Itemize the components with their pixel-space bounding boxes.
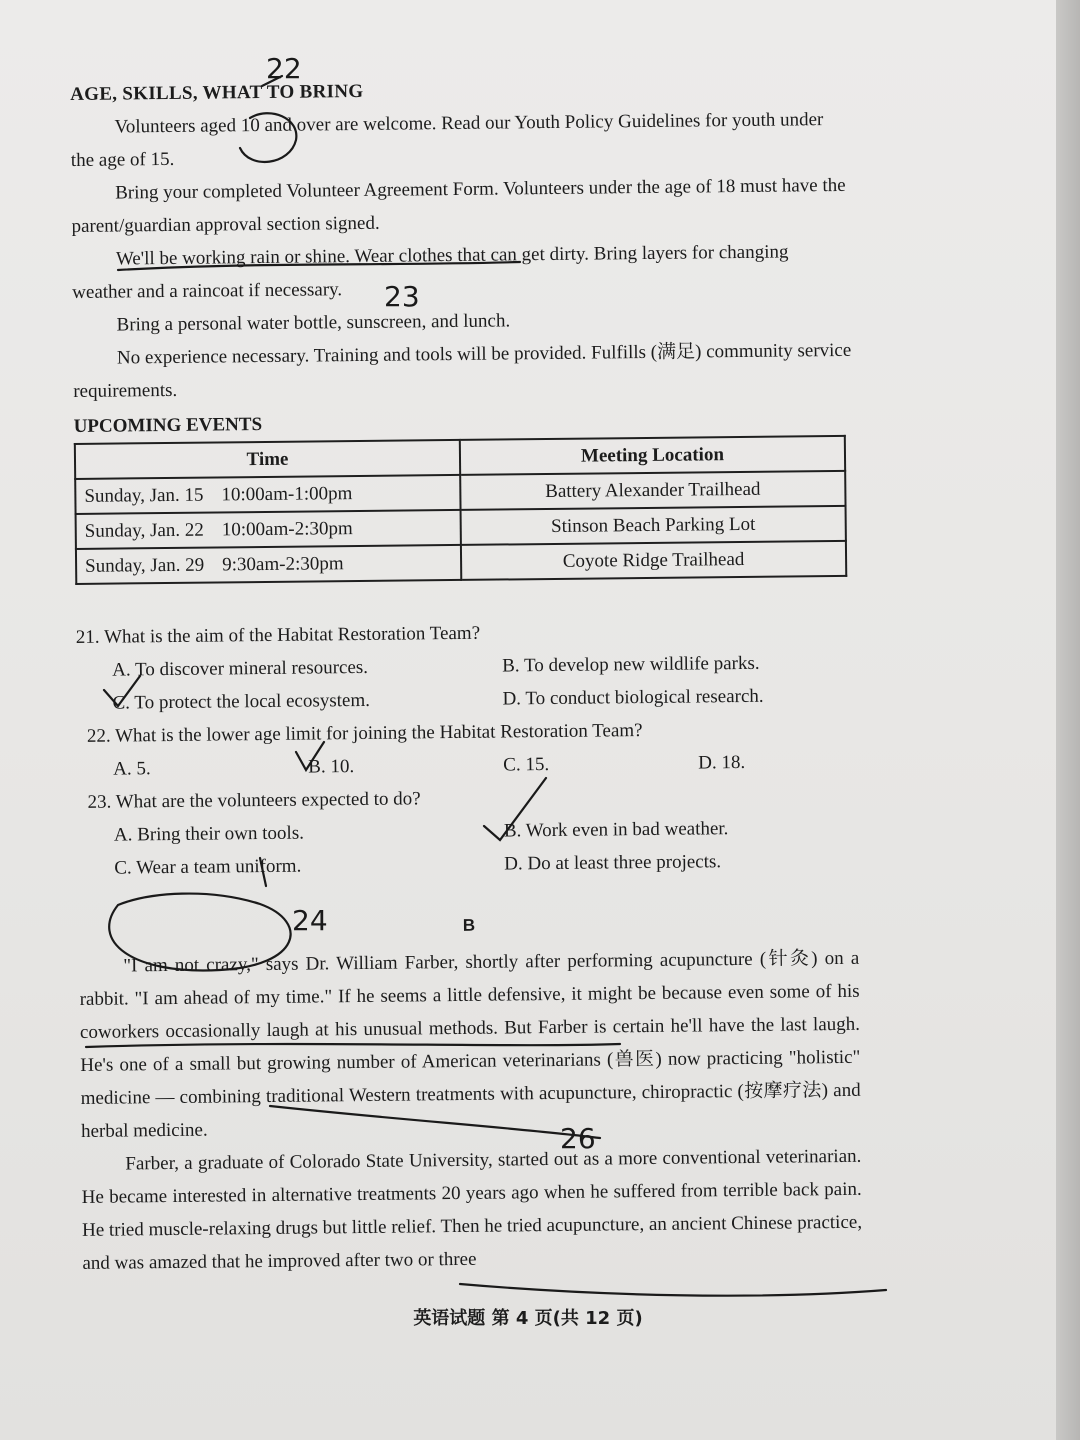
section-heading: AGE, SKILLS, WHAT TO BRING: [70, 80, 364, 105]
rules-paragraph: No experience necessary. Training and tools will be provided. Fulfills (满足) community service requirements.: [73, 339, 852, 402]
page-content: [70, 70, 863, 1280]
rules-paragraph: Bring a personal water bottle, sunscreen, and lunch.: [116, 310, 511, 336]
option-group: [76, 646, 857, 720]
event-hours: 10:00am-1:00pm: [221, 483, 353, 506]
option-d: D. 18.: [698, 751, 746, 774]
event-hours: 9:30am-2:30pm: [222, 553, 344, 576]
rules-paragraph: We'll be working rain or shine. Wear clothes that can get dirty. Bring layers for changing weather and a raincoat if necessary.: [72, 241, 789, 303]
passage-paragraph: Farber, a graduate of Colorado State University, started out as a more conventional veterinarian. He became interested in alternative treatments 20 years ago when he suffered from terrible back pain. He tried muscle-relaxing drugs but little relief. Then he tried acupuncture, an ancient Chinese practice, and was amazed that he improved after two or three: [81, 1145, 863, 1274]
event-time-cell: [76, 510, 461, 549]
column-header-location: Meeting Location: [460, 436, 845, 475]
event-time-cell: [75, 475, 460, 514]
option-d: D. To conduct biological research.: [502, 685, 764, 710]
option-b: B. To develop new wildlife parks.: [502, 652, 760, 677]
question-stem: 23. What are the volunteers expected to do?: [87, 788, 421, 813]
question-stem: 22. What is the lower age limit for joining the Habitat Restoration Team?: [86, 720, 643, 747]
option-a: A. To discover mineral resources.: [112, 656, 369, 681]
option-a: A. Bring their own tools.: [113, 822, 305, 846]
option-d: D. Do at least three projects.: [504, 851, 722, 875]
passage: [79, 942, 862, 1280]
event-day: Sunday, Jan. 15: [84, 484, 204, 507]
table-row: [76, 541, 846, 584]
option-c: C. To protect the local ecosystem.: [112, 689, 371, 714]
question-list: [76, 613, 859, 885]
event-day: Sunday, Jan. 29: [85, 554, 205, 577]
event-hours: 10:00am-2:30pm: [221, 518, 353, 541]
events-title: UPCOMING EVENTS: [73, 414, 263, 437]
events-table: [74, 435, 847, 585]
handwritten-note: 22: [266, 52, 302, 85]
handwritten-note: 26: [560, 1122, 596, 1155]
handwritten-note: 24: [292, 904, 328, 937]
passage-paragraph: "I am not crazy," says Dr. William Farber, shortly after performing acupuncture (针灸) on a rabbit. "I am ahead of my time." If he seems a little defensive, it might be because even some of his coworkers occasionally laugh at his unusual methods. But Farber is certain he'll have the last laugh. He's one of a small but growing number of American veterinarians (兽医) now practicing "holistic" medicine — combining traditional Western treatments with acupuncture, chiropractic (按摩疗法) and herbal medicine.: [79, 947, 861, 1142]
event-location: Stinson Beach Parking Lot: [461, 506, 846, 545]
question-23: [77, 778, 858, 885]
question-stem: 21. What is the aim of the Habitat Restoration Team?: [75, 622, 481, 648]
event-day: Sunday, Jan. 22: [84, 519, 204, 542]
option-c: C. 15.: [503, 754, 550, 776]
underline-mark: [460, 1284, 886, 1296]
option-a: A. 5.: [113, 758, 151, 780]
question-22: [77, 712, 858, 786]
handwritten-note: 23: [384, 280, 420, 313]
column-header-time: Time: [75, 440, 460, 479]
rules-paragraph: Bring your completed Volunteer Agreement Form. Volunteers under the age of 18 must have the parent/guardian approval section signed.: [71, 174, 846, 237]
page-footer: 英语试题 第 4 页(共 12 页): [413, 1308, 643, 1329]
passage-section-label: B: [462, 915, 476, 935]
option-b: B. Work even in bad weather.: [503, 818, 729, 842]
option-c: C. Wear a team uniform.: [114, 855, 302, 879]
event-location: Coyote Ridge Trailhead: [461, 541, 846, 580]
question-21: [76, 613, 857, 720]
event-location: Battery Alexander Trailhead: [460, 471, 845, 510]
event-time-cell: [76, 545, 461, 584]
rules-paragraph: Volunteers aged 10 and over are welcome. Read our Youth Policy Guidelines for youth under the age of 15.: [70, 109, 824, 171]
option-b: B. 10.: [308, 756, 355, 778]
option-group: [78, 811, 859, 885]
desk-background: [1056, 0, 1080, 1440]
